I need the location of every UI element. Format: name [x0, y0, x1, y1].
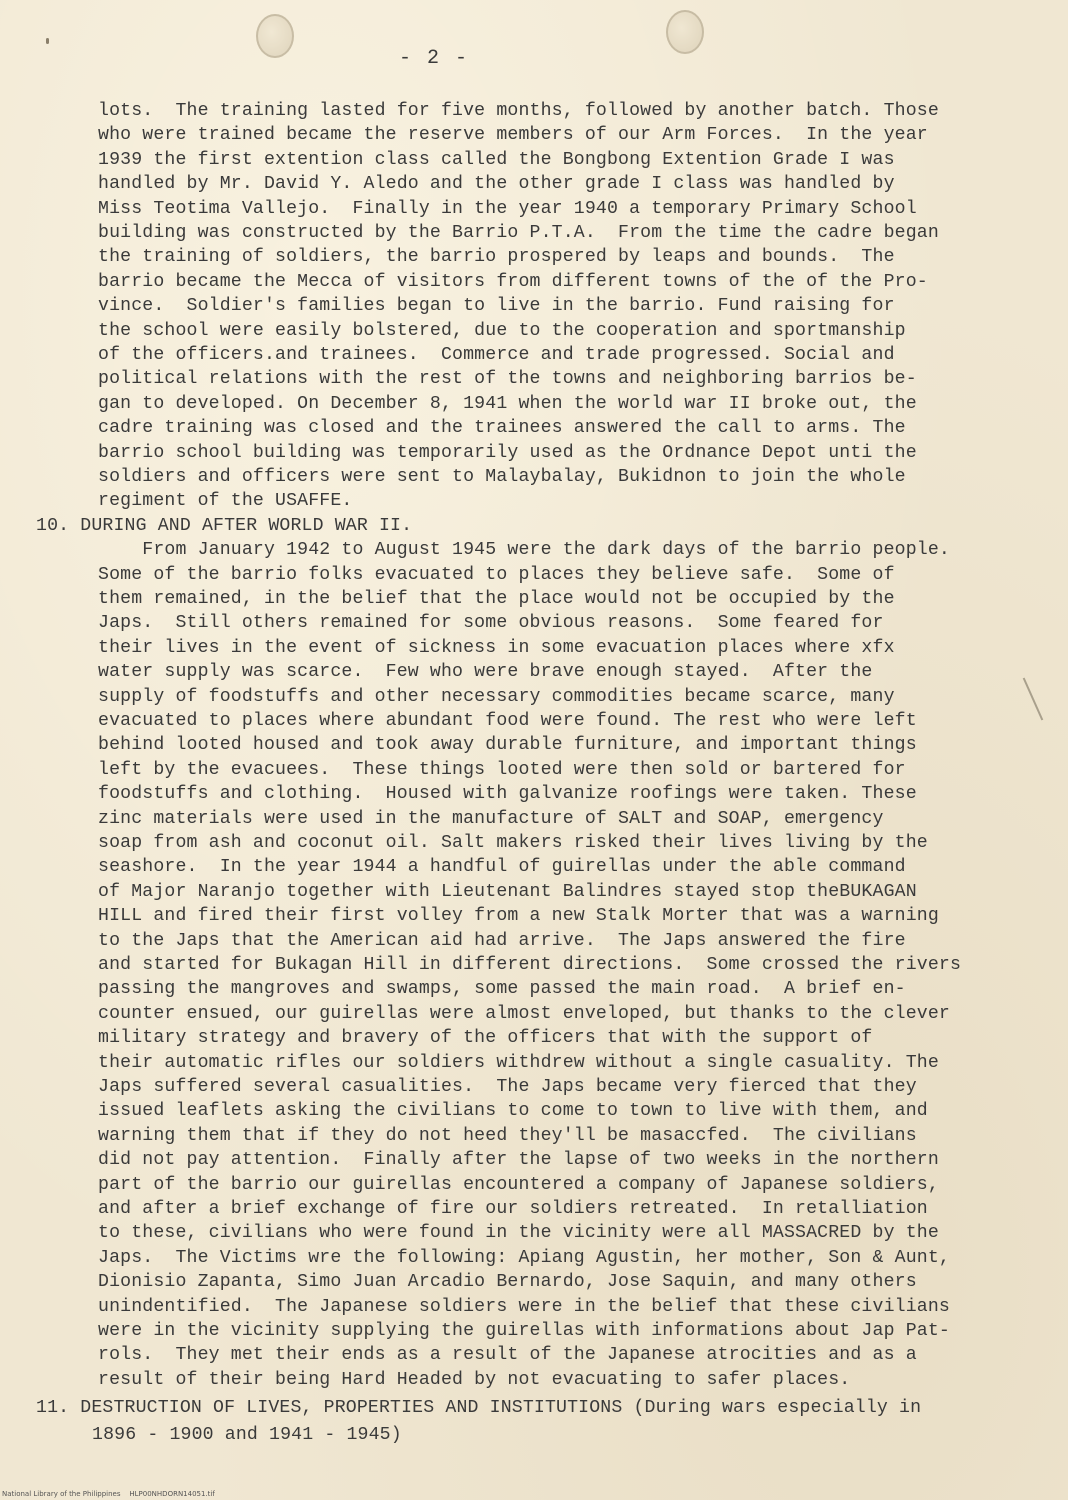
paragraph-line: them remained, in the belief that the place would not be occupied by the	[98, 589, 895, 609]
paragraph-line: vince. Soldier's families began to live in the barrio. Fund raising for	[98, 296, 895, 317]
paragraph-line: who were trained became the reserve members of our Arm Forces. In the year	[98, 125, 928, 146]
paragraph-line: building was constructed by the Barrio P.T.A. From the time the cadre began	[98, 223, 939, 243]
paragraph-line: did not pay attention. Finally after the lapse of two weeks in the northern	[98, 1150, 939, 1171]
paragraph-line: rols. They met their ends as a result of the Japanese atrocities and as a	[98, 1345, 917, 1366]
paragraph-line: warning them that if they do not heed they'll be masaccfed. The civilians	[98, 1125, 917, 1146]
scan-footer: National Library of the Philippines HLP00NHDORN14051.tif	[2, 1490, 215, 1498]
paragraph-line: behind looted housed and took away durable furniture, and important things	[98, 735, 917, 756]
paragraph-line: supply of foodstuffs and other necessary commodities became scarce, many	[98, 686, 895, 707]
paragraph-line: the school were easily bolstered, due to the cooperation and sportmanship	[98, 320, 906, 341]
paragraph-line: From January 1942 to August 1945 were the dark days of the barrio people.	[98, 540, 950, 561]
paragraph-line: barrio became the Mecca of visitors from different towns of the of the Pro-	[98, 271, 928, 292]
paragraph-line: and after a brief exchange of fire our soldiers retreated. In retalliation	[98, 1199, 928, 1219]
paragraph-line: political relations with the rest of the towns and neighboring barrios be-	[98, 369, 917, 390]
paragraph-line: counter ensued, our guirellas were almost enveloped, but thanks to the clever	[98, 1003, 950, 1024]
paragraph-line: barrio school building was temporarily used as the Ordnance Depot unti the	[98, 442, 917, 463]
paragraph-line: of the officers.and trainees. Commerce and trade progressed. Social and	[98, 345, 895, 365]
section-heading-10: 10. DURING AND AFTER WORLD WAR II.	[36, 515, 413, 536]
paragraph-line: unindentified. The Japanese soldiers were in the belief that these civilians	[98, 1296, 950, 1317]
paragraph-line: result of their being Hard Headed by not evacuating to safer places.	[98, 1369, 851, 1390]
paragraph-line: 1939 the first extention class called the Bongbong Extention Grade I was	[98, 149, 895, 170]
paragraph-line: evacuated to places where abundant food were found. The rest who were left	[98, 711, 917, 731]
paragraph-line: water supply was scarce. Few who were brave enough stayed. After the	[98, 662, 873, 683]
paragraph-line: military strategy and bravery of the officers that with the support of	[98, 1028, 873, 1049]
paragraph-line: zinc materials were used in the manufacture of SALT and SOAP, emergency	[98, 808, 884, 829]
paragraph-line: cadre training was closed and the trainees answered the call to arms. The	[98, 418, 906, 439]
paragraph-line: Japs suffered several casualities. The Japs became very fierced that they	[98, 1077, 917, 1097]
paragraph-line: Japs. The Victims wre the following: Apiang Agustin, her mother, Son & Aunt,	[98, 1247, 950, 1268]
paragraph-line: their automatic rifles our soldiers withdrew without a single casuality. The	[98, 1052, 939, 1073]
paragraph-line: gan to developed. On December 8, 1941 when the world war II broke out, the	[98, 393, 917, 414]
margin-pencil-mark	[1023, 678, 1044, 721]
paragraph-line: Dionisio Zapanta, Simo Juan Arcadio Bernardo, Jose Saquin, and many others	[98, 1272, 917, 1293]
paragraph-line: soap from ash and coconut oil. Salt makers risked their lives living by the	[98, 833, 928, 853]
paragraph-line: to the Japs that the American aid had arrive. The Japs answered the fire	[98, 930, 906, 951]
paragraph-line: of Major Naranjo together with Lieutenant Balindres stayed stop theBUKAGAN	[98, 881, 917, 902]
paragraph-line: left by the evacuees. These things looted were then sold or bartered for	[98, 759, 906, 780]
ink-speck	[46, 38, 49, 44]
paragraph-line: issued leaflets asking the civilians to come to town to live with them, and	[98, 1101, 928, 1122]
section-heading-11: 11. DESTRUCTION OF LIVES, PROPERTIES AND INSTITUTIONS (During wars especially in	[36, 1398, 922, 1419]
paragraph-line: were in the vicinity supplying the guirellas with informations about Jap Pat-	[98, 1321, 950, 1341]
paragraph-line: foodstuffs and clothing. Housed with galvanize roofings were taken. These	[98, 784, 917, 805]
paragraph-line: lots. The training lasted for five months, followed by another batch. Those	[98, 101, 939, 121]
paragraph-line: Some of the barrio folks evacuated to places they believe safe. Some of	[98, 564, 895, 585]
paragraph-line: passing the mangroves and swamps, some passed the main road. A brief en-	[98, 979, 906, 1000]
paragraph-line: their lives in the event of sickness in some evacuation places where xfx	[98, 637, 895, 658]
page-number: - 2 -	[398, 47, 469, 70]
section-heading-11-continued: 1896 - 1900 and 1941 - 1945)	[92, 1424, 402, 1445]
paragraph-line: part of the barrio our guirellas encountered a company of Japanese soldiers,	[98, 1174, 939, 1195]
paragraph-line: soldiers and officers were sent to Malaybalay, Bukidnon to join the whole	[98, 467, 906, 487]
paragraph-line: HILL and fired their first volley from a new Stalk Morter that was a warning	[98, 906, 939, 927]
paragraph-line: to these, civilians who were found in the vicinity were all MASSACRED by the	[98, 1223, 939, 1244]
paragraph-line: handled by Mr. David Y. Aledo and the other grade I class was handled by	[98, 174, 895, 195]
paragraph-line: Miss Teotima Vallejo. Finally in the year 1940 a temporary Primary School	[98, 198, 917, 219]
paragraph-line: and started for Bukagan Hill in different directions. Some crossed the rivers	[98, 955, 962, 975]
paragraph-line: Japs. Still others remained for some obvious reasons. Some feared for	[98, 613, 884, 634]
paragraph-line: the training of soldiers, the barrio prospered by leaps and bounds. The	[98, 247, 895, 268]
paragraph-line: seashore. In the year 1944 a handful of guirellas under the able command	[98, 857, 906, 878]
paragraph-line: regiment of the USAFFE.	[98, 491, 353, 512]
